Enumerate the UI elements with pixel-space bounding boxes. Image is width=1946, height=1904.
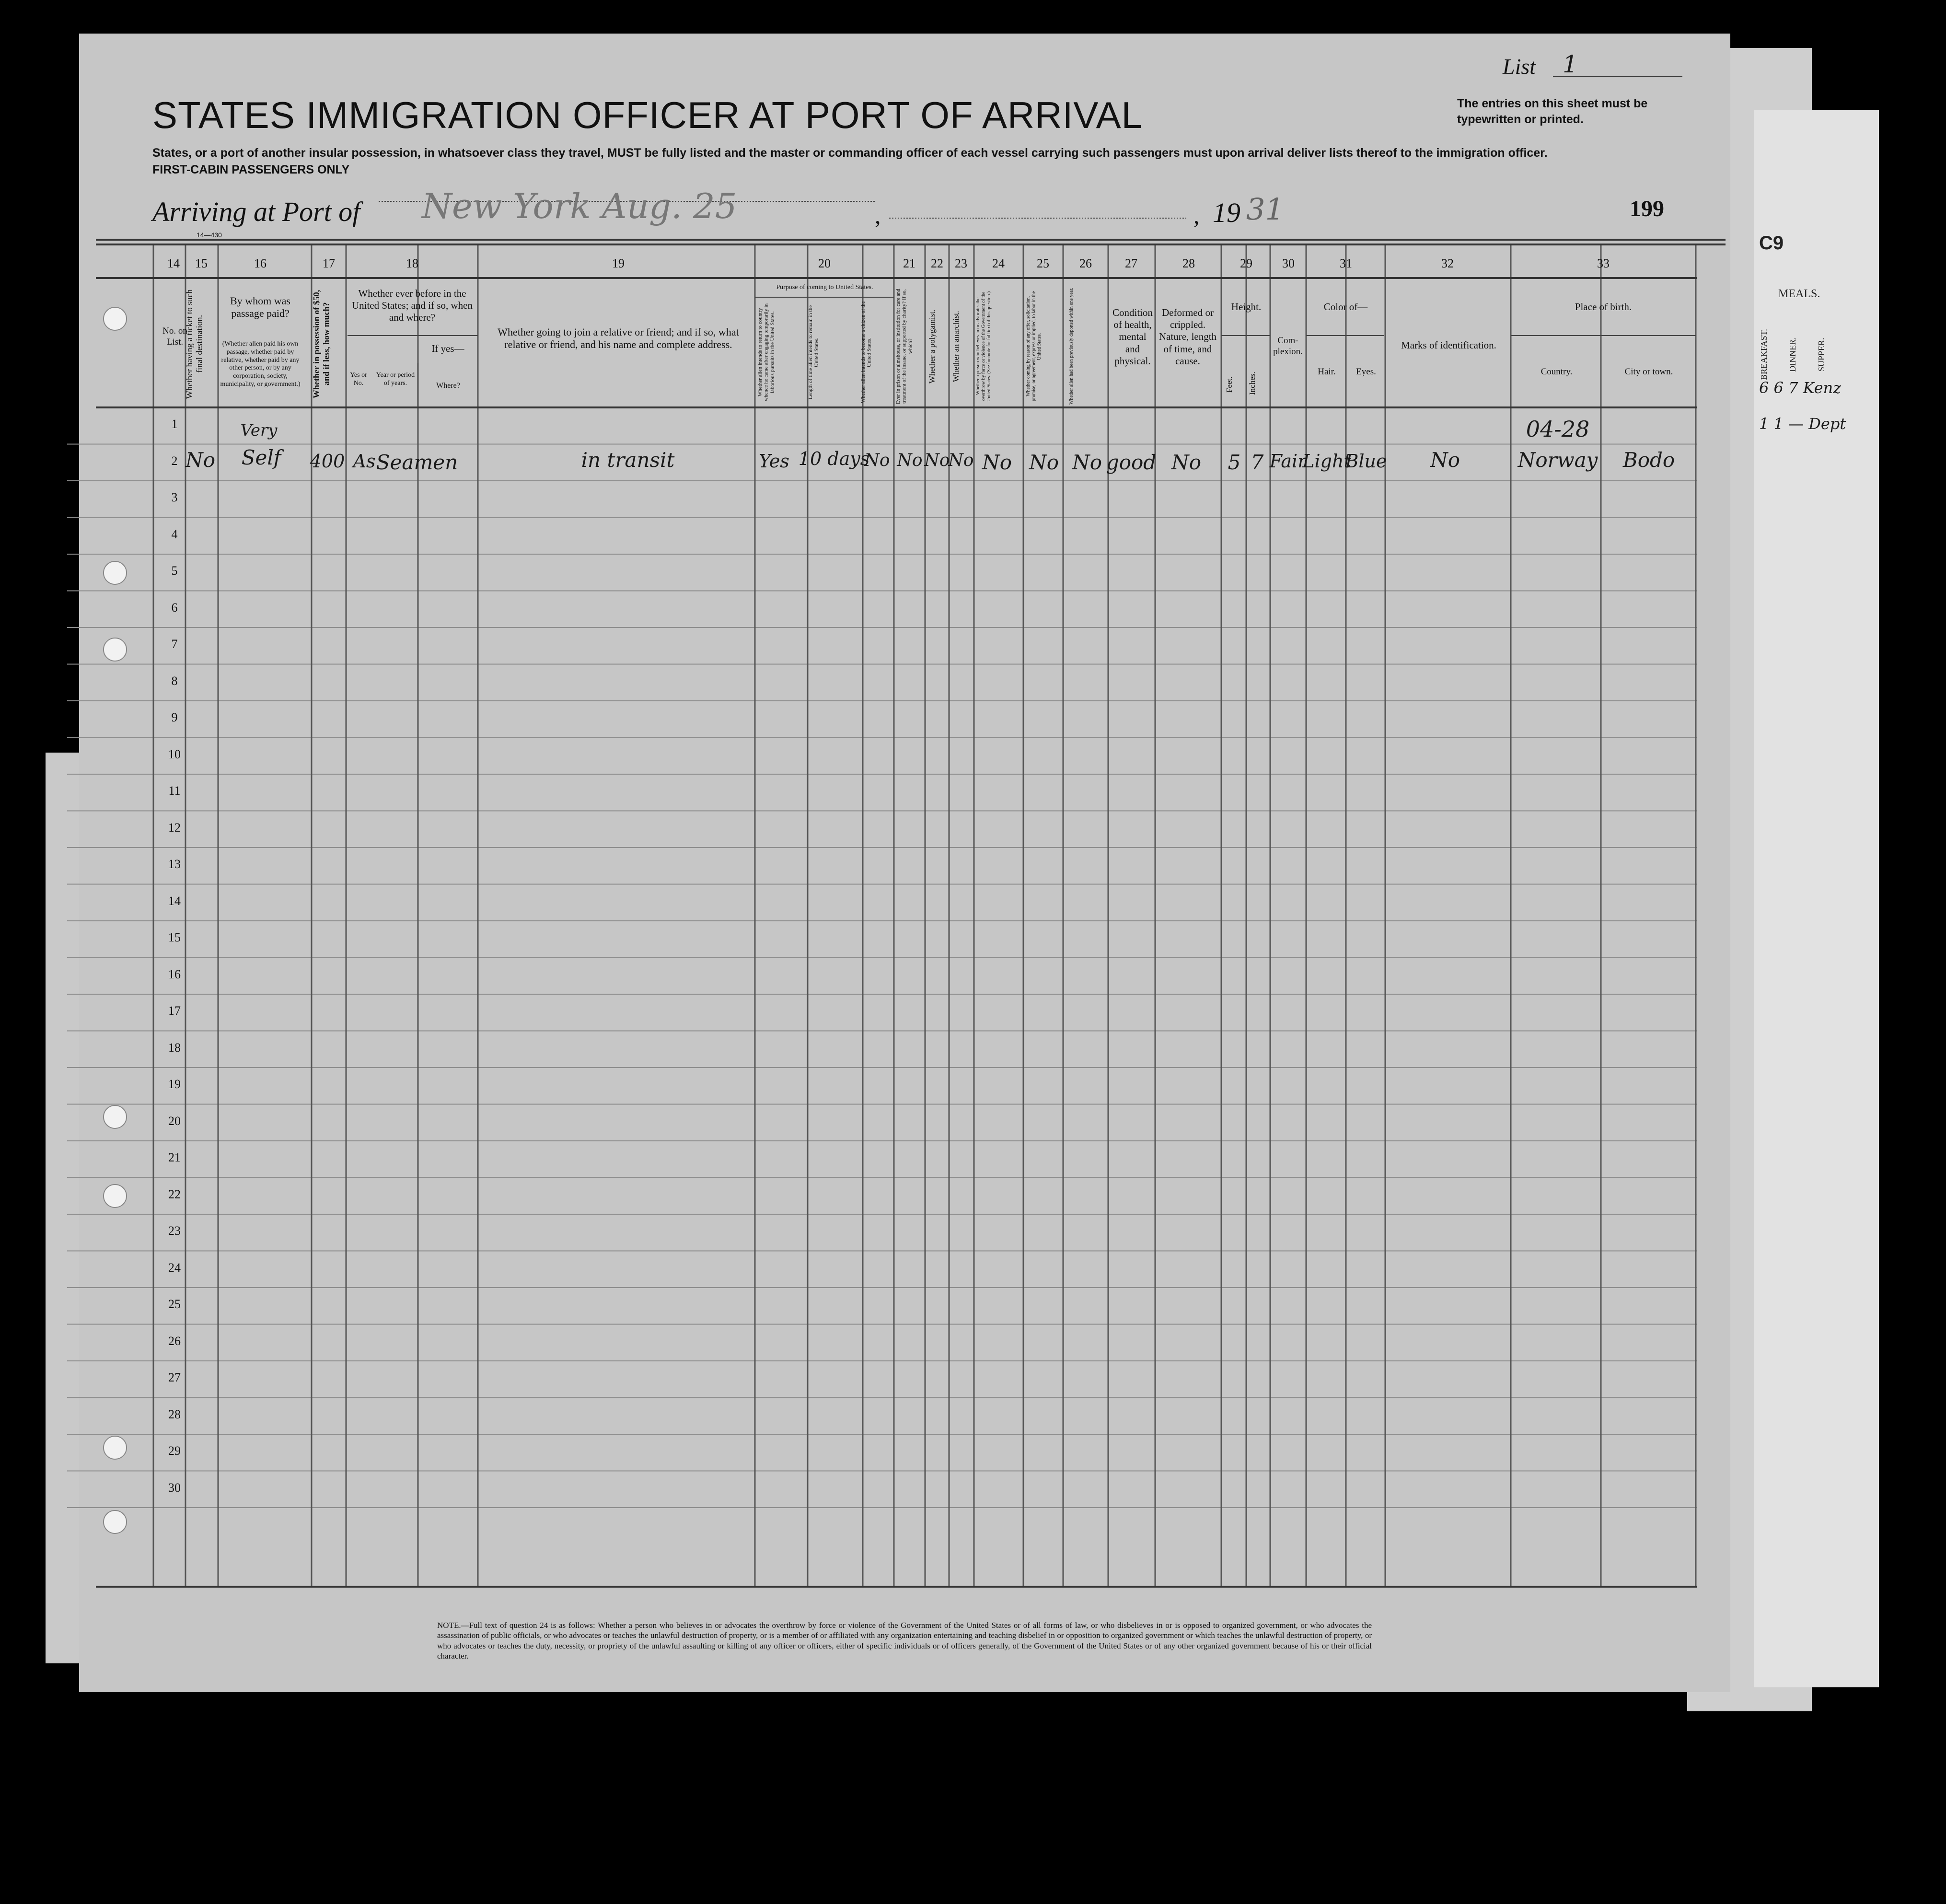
col-18-yes-no: Yes or No. (350, 372, 367, 387)
column-number-32: 32 (1441, 256, 1454, 270)
row-number: 21 (168, 1150, 181, 1164)
row-number: 23 (168, 1224, 181, 1238)
row-number: 14 (168, 894, 181, 908)
side-sheet-row2: 1 1 — Dept (1759, 415, 1846, 433)
col-18-year: Year or period of years. (376, 372, 415, 387)
entry-overthrow: No (982, 451, 1012, 474)
breakfast-col-label: BREAKFAST. (1759, 329, 1769, 381)
entry-paid-by-note: Very (240, 421, 278, 440)
sheet-number: 199 (1630, 196, 1664, 221)
entry-prison: No (897, 451, 923, 470)
row-number: 22 (168, 1187, 181, 1201)
col-33-country: Country. (1541, 367, 1573, 377)
row-number: 17 (168, 1004, 181, 1018)
column-number-15: 15 (195, 256, 208, 270)
entry-citizen: No (864, 451, 890, 470)
column-number-19: 19 (612, 256, 625, 270)
column-number-20: 20 (818, 256, 831, 270)
row-number: 8 (171, 673, 178, 688)
row-number: 10 (168, 747, 181, 761)
entry-country-note: 04-28 (1526, 416, 1590, 442)
col-14-header: No. on List. (162, 326, 187, 347)
col-20-header: Purpose of coming to United States. (776, 284, 873, 291)
punch-hole (103, 638, 127, 662)
punch-hole (103, 1436, 127, 1460)
col-20-citizen: Whether alien intends to become a citizen of the United States. (860, 301, 872, 404)
dinner-col-label: DINNER. (1788, 337, 1797, 372)
row-number: 15 (168, 930, 181, 944)
entry-ever-before: As (353, 451, 376, 472)
col-28-header: Deformed or crippled. Nature, length of time, and cause. (1158, 307, 1217, 367)
column-number-25: 25 (1037, 256, 1049, 270)
entry-complexion: Fair (1269, 451, 1307, 472)
col-17-header: Whether in possession of $50, and if less, how much? (312, 290, 331, 398)
column-number-28: 28 (1182, 256, 1195, 270)
col-26-header: Whether alien had been previously deported within one year. (1069, 288, 1074, 405)
col-21-header: Ever in prison or almshouse, or institution for care and treatment of the insane, or supported by charity? If so, which? (895, 289, 914, 404)
entry-ticket: No (185, 448, 216, 472)
row-number: 13 (168, 857, 181, 871)
entry-joining: in transit (581, 448, 675, 472)
subtitle: States, or a port of another insular possession, in whatsoever class they travel, MUST be fully listed and the master or commanding officer of each vessel carrying such passengers must upon arrival deliver lists thereof to the immigration officer. (152, 146, 1548, 160)
row-number: 5 (171, 564, 178, 578)
column-number-27: 27 (1125, 256, 1137, 270)
punch-hole (103, 307, 127, 331)
row-number: 28 (168, 1407, 181, 1421)
entry-deformed: No (1171, 451, 1202, 474)
col-31-hair: Hair. (1318, 367, 1336, 377)
column-number-18: 18 (406, 256, 418, 270)
col-32-header: Marks of identification. (1401, 339, 1496, 351)
row-number: 3 (171, 490, 178, 504)
comma: , (1193, 202, 1200, 229)
entry-anarchist: No (948, 451, 974, 470)
row-number: 27 (168, 1370, 181, 1384)
row-number: 4 (171, 527, 178, 541)
entry-polygamist: No (924, 451, 950, 470)
column-number-29: 29 (1240, 256, 1252, 270)
col-29-feet: Feet. (1225, 376, 1234, 393)
entry-money: 400 (310, 451, 345, 472)
supper-col-label: SUPPER. (1817, 337, 1826, 372)
row-number: 26 (168, 1334, 181, 1348)
row-number: 29 (168, 1444, 181, 1458)
punch-hole (103, 1105, 127, 1129)
col-31-header: Color of— (1323, 301, 1368, 313)
row-number: 12 (168, 820, 181, 835)
entry-country: Norway (1517, 448, 1598, 472)
entry-feet: 5 (1228, 451, 1241, 474)
col-33-header: Place of birth. (1575, 301, 1632, 313)
col-24-header: Whether a person who believes in or advocates the overthrow by force or violence of the Government of the United States. (See footnote for full text of this question.) (975, 291, 992, 402)
col-29-inches: Inches. (1248, 372, 1257, 395)
entry-city: Bodo (1622, 448, 1675, 472)
row-number: 24 (168, 1260, 181, 1275)
list-number: 1 (1563, 50, 1578, 78)
column-number-17: 17 (323, 256, 335, 270)
entry-eyes: Blue (1345, 451, 1387, 472)
row-number: 30 (168, 1480, 181, 1495)
col-19-header: Whether going to join a relative or friend; and if so, what relative or friend, and his name and complete address. (498, 326, 739, 351)
col-20-return: Whether alien intends to return to country whence he came after engaging temporarily in laborious pursuits in the United States. (757, 303, 776, 402)
entry-ever-before-detail: Seamen (376, 451, 458, 474)
column-number-22: 22 (931, 256, 943, 270)
col-33-city: City or town. (1624, 367, 1673, 377)
punch-hole (103, 561, 127, 585)
column-number-14: 14 (167, 256, 180, 270)
entry-returning: Yes (759, 451, 789, 472)
column-number-23: 23 (955, 256, 967, 270)
row-number: 20 (168, 1114, 181, 1128)
port-of-arrival: New York Aug. 25 (422, 186, 737, 226)
column-number-33: 33 (1597, 256, 1610, 270)
entry-contract-labor: No (1029, 451, 1059, 474)
col-27-header: Condition of health, mental and physical. (1112, 307, 1153, 367)
col-16-header: By whom was passage paid? (230, 295, 290, 320)
col-20-length: Length of time alien intends to remain in the United States. (808, 305, 820, 400)
column-number-24: 24 (992, 256, 1005, 270)
column-number-16: 16 (254, 256, 266, 270)
punch-hole (103, 1510, 127, 1534)
punch-hole (103, 1184, 127, 1208)
row-number: 7 (171, 637, 178, 651)
page-title: STATES IMMIGRATION OFFICER AT PORT OF ARRIVAL (152, 94, 1143, 136)
entry-hair: Light (1302, 451, 1351, 472)
col-29-header: Height. (1231, 301, 1262, 313)
col-16-note: (Whether alien paid his own passage, whether paid by relative, whether paid by any other person, or by any corporation, society, municipality, or government.) (220, 340, 301, 388)
col-30-header: Com-plexion. (1273, 336, 1303, 357)
row-number: 1 (171, 417, 178, 431)
entry-length-of-stay: 10 days (798, 448, 870, 469)
col-18-if-yes: If yes— (431, 343, 464, 354)
form-code: 14—430 (197, 231, 222, 239)
col-18-header: Whether ever before in the United States; and if so, when and where? (352, 288, 473, 324)
col-23-header: Whether an anarchist. (951, 311, 961, 382)
entry-marks: No (1430, 448, 1460, 472)
column-number-30: 30 (1282, 256, 1295, 270)
row-number: 9 (171, 710, 178, 724)
comma: , (875, 202, 881, 229)
column-number-21: 21 (903, 256, 915, 270)
col-18-where: Where? (436, 382, 460, 390)
row-number: 16 (168, 967, 181, 981)
side-sheet-row1: 6 6 7 Kenz (1759, 379, 1842, 397)
entry-paid-by: Self (241, 446, 281, 469)
col-15-header: Whether having a ticket to such final destination. (185, 289, 204, 399)
column-number-26: 26 (1079, 256, 1092, 270)
column-number-31: 31 (1340, 256, 1352, 270)
row-number: 11 (168, 784, 181, 798)
first-cabin-label: FIRST-CABIN PASSENGERS ONLY (152, 163, 350, 176)
col-25-header: Whether coming by reason of any offer, solicitation, promise, or agreement, express or implied, to labor in the United States. (1026, 291, 1042, 402)
row-number: 19 (168, 1077, 181, 1091)
year-handwritten: 31 (1246, 192, 1284, 227)
year-prefix: 19 (1213, 197, 1240, 228)
row-number: 2 (171, 453, 178, 468)
col-22-header: Whether a polygamist. (927, 309, 937, 383)
row-number: 25 (168, 1297, 181, 1311)
arriving-label: Arriving at Port of (152, 196, 360, 227)
col-31-eyes: Eyes. (1356, 367, 1376, 377)
row-number: 6 (171, 600, 178, 615)
list-label: List (1503, 54, 1536, 79)
footnote: NOTE.—Full text of question 24 is as follows: Whether a person who believes in or advocates the overthrow by force or violence of the Government of the United States or of all forms of law, or who disbelieves in or is opposed to organized government, or who advocates the assassination of public officials, or who advocates or teaches the unlawful destruction of property, or is a member of or affiliated with any organization entertaining and teaching disbelief in or opposition to organized government or which teaches the unlawful destruction of property, or who advocates or teaches the duty, necessity, or propriety of the unlawful assaulting or killing of any officer or officers, either of specific individuals or of officers generally, of the Government of the United States or of any other organized government because of his or their official character. (437, 1621, 1372, 1660)
list-underline (1553, 76, 1682, 77)
entry-deported: No (1072, 451, 1102, 474)
side-sheet-stamp: C9 (1759, 232, 1784, 254)
meals-header: MEALS. (1778, 288, 1820, 300)
entry-inches: 7 (1251, 451, 1264, 474)
row-number: 18 (168, 1040, 181, 1055)
entry-health: good (1106, 451, 1157, 474)
typewritten-note: The entries on this sheet must be typewritten or printed. (1457, 97, 1648, 126)
